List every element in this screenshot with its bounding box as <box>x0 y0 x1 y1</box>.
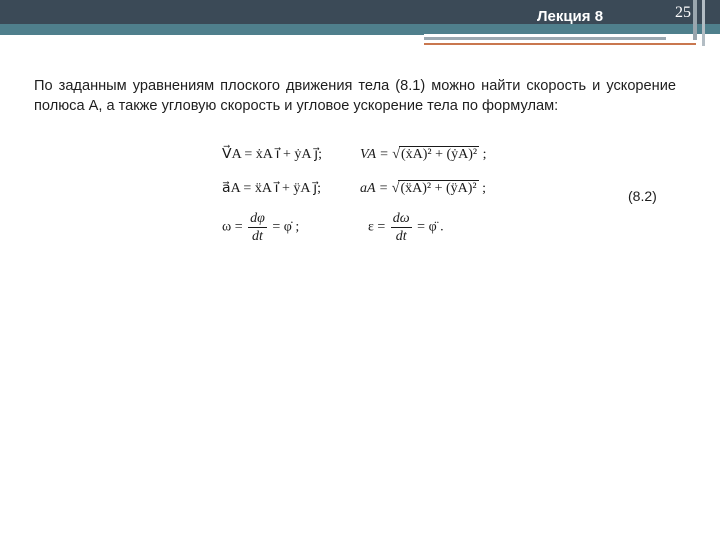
velocity-end: ; <box>482 147 487 162</box>
omega-fraction <box>248 210 267 245</box>
angular-velocity-formula <box>222 210 299 245</box>
header-grey-rule <box>424 37 666 40</box>
epsilon-fraction <box>391 210 412 245</box>
angular-acceleration-formula <box>368 210 444 245</box>
epsilon-lhs: ε = <box>368 219 386 235</box>
body-paragraph: По заданным уравнениям плоского движения тела (8.1) можно найти скорость и ускорение полюса A, а также угловую скорость и угловое ускорение тела по формулам: <box>34 78 676 114</box>
velocity-magnitude-formula <box>360 146 487 163</box>
epsilon-denominator: dt <box>395 229 407 244</box>
velocity-radicand: (ẋA)² + (ẏA)² <box>400 147 478 162</box>
omega-numerator: dφ <box>250 211 265 226</box>
header-edge-bar-2 <box>702 0 705 46</box>
slide-number: 25 <box>675 4 691 21</box>
acceleration-magnitude-formula <box>360 180 486 197</box>
header-accent-rule <box>424 43 696 45</box>
epsilon-numerator: dω <box>392 211 410 226</box>
lecture-title: Лекция 8 <box>536 8 604 25</box>
acceleration-radicand: (ẍA)² + (ÿA)² <box>400 181 477 196</box>
omega-denominator: dt <box>252 229 263 244</box>
sqrt-sign: √ <box>392 147 400 162</box>
sqrt-sign: √ <box>391 181 400 196</box>
omega-lhs: ω = <box>222 219 243 235</box>
acceleration-lhs: aA = <box>360 181 389 196</box>
velocity-vector-formula: V⃗A = ẋA i⃗ + ẏA j⃗; <box>222 147 323 162</box>
equation-number: (8.2) <box>628 188 657 204</box>
velocity-lhs: VA = <box>360 147 389 162</box>
epsilon-rhs: = φ̈ . <box>417 219 444 235</box>
acceleration-vector-formula: a⃗A = ẍA i⃗ + ÿA j⃗; <box>222 181 322 196</box>
omega-rhs: = φ̇ ; <box>272 219 300 235</box>
acceleration-end: ; <box>482 181 486 196</box>
